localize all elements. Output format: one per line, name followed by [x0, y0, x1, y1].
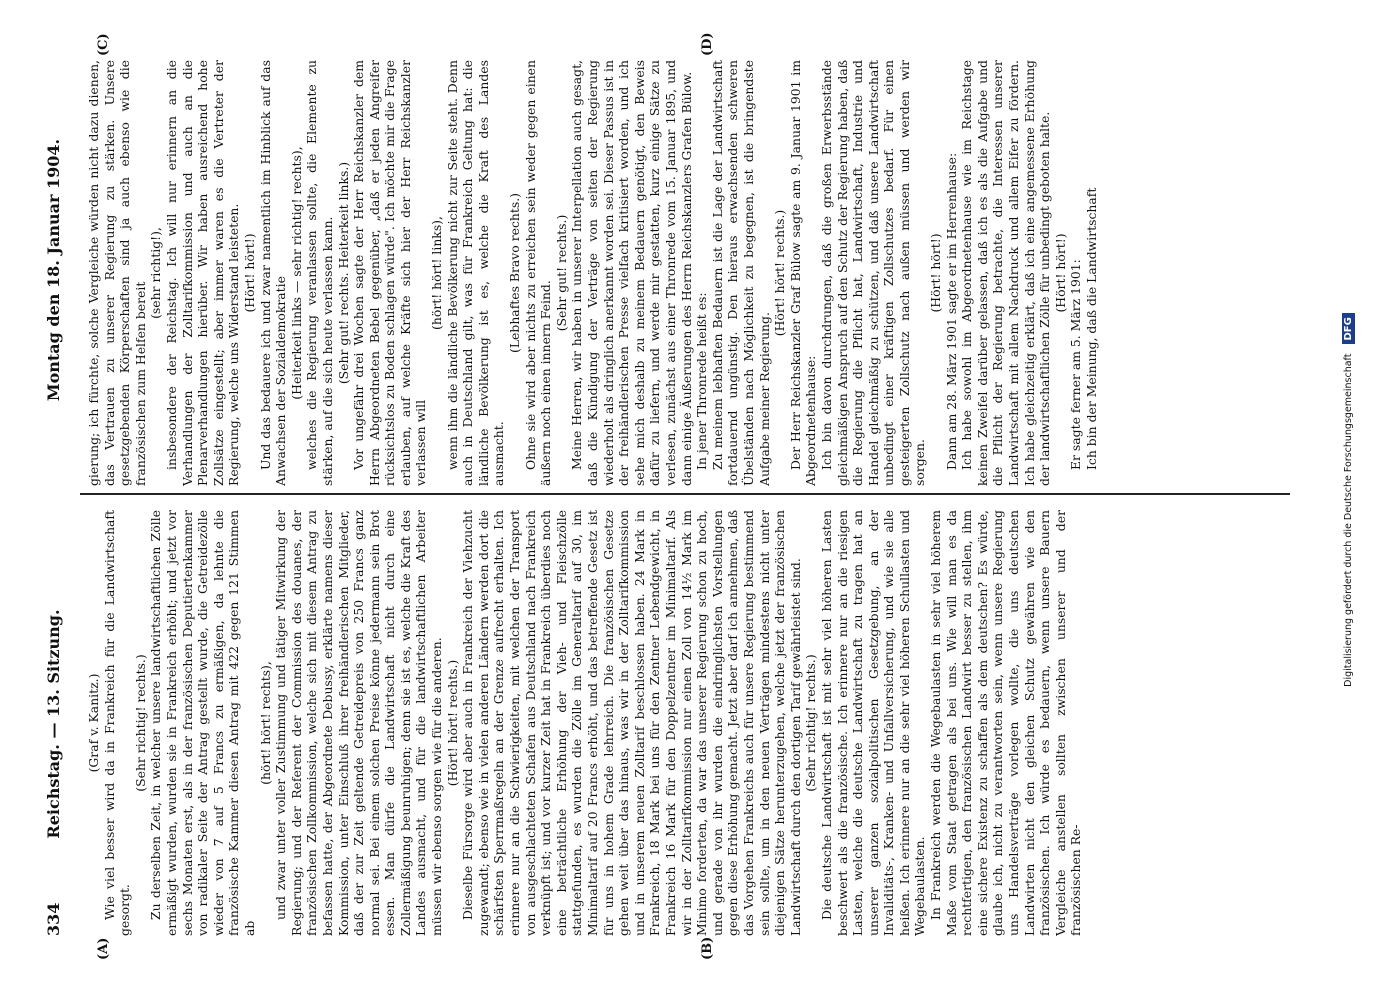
paragraph: (sehr richtig!),	[148, 227, 164, 319]
paragraph: wenn ihm die ländliche Bevölkerung nicht zur Seite steht. Denn auch in Deutschland gilt, was für Frankreich Geltung hat: die ländliche Bevölkerung ist es, welche die Kraft des Landes ausmacht.	[444, 60, 507, 486]
paragraph: (Hört! hört! rechts.)	[444, 659, 460, 787]
paragraph: (Heiterkeit links — sehr richtig! rechts),	[288, 146, 304, 400]
paragraph: Und das bedauere ich und zwar namentlich im Hinblick auf das Anwachsen der Sozialdemokratie	[257, 60, 289, 486]
paragraph: Er sagte ferner am 5. März 1901:	[1068, 259, 1084, 470]
paragraph: (Sehr richtig! rechts.)	[132, 654, 148, 792]
paragraph: Der Herr Reichskanzler Graf Bülow sagte am 9. Januar 1901 im Abgeordnetenhause:	[787, 60, 819, 486]
paragraph: (Sehr gut! rechts.)	[553, 214, 569, 332]
dfg-logo: DFG	[1342, 313, 1355, 344]
paragraph: Ich bin davon durchdrungen, daß die großen Erwerbsstände gleichmäßigen Anspruch auf den Schutz der Regierung haben, daß die Regierung die Pflicht hat, Landwirtschaft, Industrie und Handel gleichmäßig zu schützen, und daß unsere Landwirtschaft unbedingt einer kräftigen Zollschutzes bedarf. Für einen gesteigerten Zollschutz nach außen müssen und werden wir sorgen.	[818, 60, 928, 486]
right-running-title: Montag den 18. Januar 1904.	[44, 138, 63, 402]
paragraph: und zwar unter voller Zustimmung und tätiger Mitwirkung der Regierung; und der Referent der Commission des douanes, der französischen Zollkommission, welche sich mit diesem Antrag zu befassen hatte, der Abgeordnete Debussy, erklärte namens dieser Kommission, unter Einschluß ihrer freihändlerischen Mitglieder, daß der zur Zeit geltende Getreidepreis von 250 Francs ganz normal sei. Bei einem solchen Preise könne jedermann sein Brot essen. Man dürfe die Landwirtschaft nicht durch eine Zollermäßigung beunruhigen; denn sie ist es, welche die Kraft des Landes ausmacht, und für die landwirtschaftlichen Arbeiter müssen wir ebenso sorgen wie für die anderen.	[273, 510, 445, 936]
paragraph: (Graf v. Kanitz.)	[86, 673, 101, 773]
right-text-column	[86, 60, 1286, 486]
paragraph: (Hört! hört! rechts.)	[772, 209, 788, 337]
digitization-note	[1342, 0, 1378, 1000]
page-number: 334	[44, 902, 63, 936]
margin-mark-a: (A)	[96, 937, 111, 960]
digitization-note-text: Digitalisierung gefördert durch die Deutsche Forschungsgemeinschaft	[1343, 353, 1354, 687]
paragraph: (Hört! hört!)	[1052, 233, 1068, 313]
paragraph: Zu meinem lebhaften Bedauern ist die Lage der Landwirtschaft fortdauernd ungünstig. Den hieraus erwachsenden schweren Übelständen nach Möglichkeit zu begegnen, ist die bringendste Aufgabe meiner Regierung.	[709, 60, 772, 486]
paragraph: (Hört! hört!)	[928, 233, 944, 313]
paragraph: insbesondere der Reichstag. Ich will nur erinnern an die Verhandlungen der Zolltarifkommission und auch an die Plenarverhandlungen hierüber. Wir haben ausreichend hohe Zollsätze eingestellt; aber immer waren es die Vertreter der Regierung, welche uns Widerstand leisteten.	[163, 60, 242, 486]
paragraph: Ich habe sowohl im Abgeordnetenhause wie im Reichstage keinen Zweifel darüber gelassen, daß ich es als die Aufgabe und die Pflicht der Regierung betrachte, die Interessen unserer Landwirtschaft mit allem Nachdruck und allem Eifer zu fördern. Ich habe gleichzeitig erklärt, daß ich eine angemessene Erhöhung der landwirtschaftlichen Zölle für unbedingt geboten halte.	[959, 60, 1053, 486]
paragraph: Dieselbe Fürsorge wird aber auch in Frankreich der Viehzucht zugewandt; ebenso wie in vielen anderen Ländern werden dort die schärfsten Sperrmaßregeln an der Grenze aufrecht erhalten. Ich erinnere nur an die Schwierigkeiten, mit welchen der Transport von ausgeschlachteten Schafen aus Deutschland nach Frankreich verknüpft ist; und vor kurzer Zeit hat in Frankreich überdies noch eine beträchtliche Erhöhung der Vieh- und Fleischzölle stattgefunden, es wurden die Zölle im Generaltarif auf 30, im Minimaltarif auf 20 Francs erhöht, und das betreffende Gesetz ist für uns in hohem Grade lehrreich. Die französischen Gesetze gehen weit über das hinaus, was wir in der Zolltarifkommission und in unserem neuen Zolltarif beschlossen haben. 24 Mark in Frankreich, 18 Mark bei uns für den Zentner Lebendgewicht, in Frankreich 16 Mark für den Doppelzentner im Minimaltarif. Als wir in der Zolltarifkommission nur einen Zoll von 14½ Mark im Minimo forderten, da war das unserer Regierung schon zu hoch, und gerade von ihr wurden die eindringlichsten Vorstellungen gegen diese Erhöhung gemacht. Jetzt aber darf ich annehmen, daß das Vorgehen Frankreichs auch für unsere Regierung bestimmend sein sollte, um in den neuen Verträgen mindestens nicht unter diejenigen Sätze herunterzugehen, welche jetzt der französischen Landwirtschaft durch den dortigen Tarif gewährleistet sind.	[460, 510, 803, 936]
paragraph: Dann am 28. März 1901 sagte er im Herrenhause:	[943, 152, 959, 470]
paragraph: Meine Herren, wir haben in unserer Interpellation auch gesagt, daß die Kündigung der Verträge von seiten der Regierung wiederholt als dringlich anerkannt worden sei. Dieser Passus ist in der freihändlerischen Presse vielfach kritisiert worden, und ich sehe mich deshalb zu meinem Bedauern genötigt, den Beweis dafür zu liefern, und werde mir gestatten, kurz einige Sätze zu verlesen, zunächst aus einer Thronrede vom 15. Januar 1895, und dann einige Äußerungen des Herrn Reichskanzlers Grafen Bülow.	[569, 60, 694, 486]
paragraph: Vor ungefähr drei Wochen sagte der Herr Reichskanzler dem Herrn Abgeordneten Bebel gegenüber, „daß er jeden Angreifer rücksichtslos zu Boden schlagen würde". Ich möchte mir die Frage erlauben, auf welche Kräfte sich hier der Herr Reichskanzler verlassen will	[351, 60, 429, 486]
margin-mark-d: (D)	[700, 32, 715, 56]
paragraph: Ich bin der Meinung, daß die Landwirtschaft	[1084, 187, 1099, 470]
paragraph: gierung; ich fürchte, solche Vergleiche würden nicht dazu dienen, das Vertrauen zu unserer Regierung zu stärken. Unsere gesetzgebenden Körperschaften sind ja auch ebenso wie die französischen zum Helfen bereit	[86, 60, 148, 486]
left-running-title: Reichstag. — 13. Sitzung.	[44, 609, 63, 839]
paragraph: (hört! hört! links),	[429, 216, 445, 330]
paragraph: In jener Thronrede heißt es:	[694, 292, 710, 470]
margin-mark-c: (C)	[96, 33, 111, 56]
paragraph: (Sehr richtig! rechts.)	[803, 654, 819, 792]
margin-mark-b: (B)	[700, 936, 715, 960]
paragraph: Ohne sie wird aber nichts zu erreichen sein weder gegen einen äußern noch einen innern Feind.	[522, 60, 554, 486]
paragraph: Die deutsche Landwirtschaft ist mit sehr viel höheren Lasten beschwert als die französische. Ich erinnere nur an die riesigen Lasten, welche die deutsche Landwirtschaft zu tragen hat an unserer ganzen sozialpolitischen Gesetzgebung, an der Invaliditäts-, Kranken- und Unfallversicherung, und wie sie alle heißen. Ich erinnere nur an die sehr viel höheren Schullasten und Wegebaulasten.	[818, 510, 928, 936]
paragraph: (hört! hört! rechts),	[257, 661, 273, 785]
paragraph: (Sehr gut! rechts. Heiterkeit links.)	[335, 161, 351, 385]
paragraph: (Lebhaftes Bravo rechts.)	[507, 193, 523, 353]
column-divider	[80, 493, 1290, 495]
paragraph: Zu derselben Zeit, in welcher unsere landwirtschaftlichen Zölle ermäßigt wurden, wurden sie in Frankreich erhöht; und jetzt vor sechs Monaten erst, als in der französischen Deputiertenkammer von radikaler Seite der Antrag gestellt wurde, die Getreidezölle wieder von 7 auf 5 Francs zu ermäßigen, da lehnte die französische Kammer diesen Antrag mit 422 gegen 121 Stimmen ab	[148, 510, 257, 936]
left-text-column	[86, 510, 1286, 936]
page-header	[40, 0, 74, 1000]
paragraph: (Hört! hört!)	[241, 233, 257, 313]
paragraph: In Frankreich werden die Wegebaulasten in sehr viel höherem Maße vom Staat getragen als bei uns. Wie will man es da rechtfertigen, den französischen Landwirt besser zu stellen, ihm eine sichere Existenz zu schaffen als dem deutschen? Es würde, glaube ich, nicht zu verantworten sein, wenn unsere Regierung uns Handelsverträge vorlegen wollte, die uns deutschen Landwirten nicht den gleichen Schutz gewähren wie den französischen. Ich würde es bedauern, wenn unsere Bauern Vergleiche anstellen sollten zwischen unserer und der französischen Re-	[928, 510, 1084, 936]
paragraph: welches die Regierung veranlassen sollte, die Elemente zu stärken, auf die sich heute verlassen kann.	[304, 60, 335, 486]
paragraph: Wie viel besser wird da in Frankreich für die Landwirtschaft gesorgt.	[101, 510, 133, 936]
